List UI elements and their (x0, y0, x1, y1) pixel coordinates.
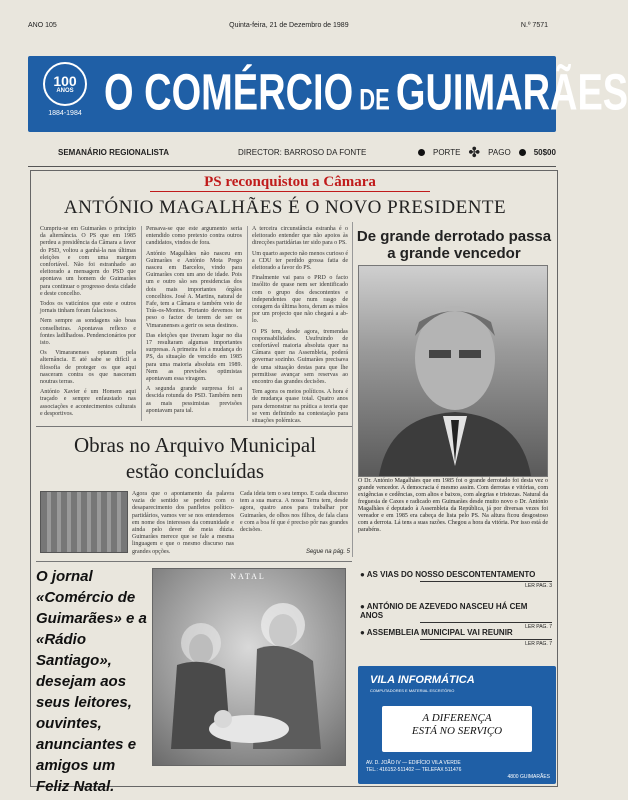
top-info-line (28, 22, 548, 29)
bullet-icon: ● (360, 602, 367, 611)
ad-brand: VILA INFORMÁTICA (370, 674, 475, 686)
section-rule (36, 426, 352, 427)
sidebox-headline: De grande derrotado passa a grande vencedor (356, 228, 552, 262)
archive-photo (40, 491, 128, 553)
centenary-seal (36, 60, 94, 128)
porte-label: PORTE (433, 147, 461, 157)
issue-date: Quinta-feira, 21 de Dezembro de 1989 (229, 22, 349, 29)
issue-number: N.º 7571 (520, 22, 548, 29)
semanario-label: SEMANÁRIO REGIONALISTA (58, 147, 169, 157)
pago-label: PAGO (488, 147, 511, 157)
christmas-greeting: O jornal «Comércio de Guimarães» e a «Rádio Santiago», desejam aos seus leitores, ouvintes, anunciantes e amigos um Feliz Natal. (36, 568, 147, 795)
portrait-photo (358, 265, 548, 477)
obras-column-1: Agora que o apontamento da palavra vazia de sentido se perdeu com o desaparecimento dos panfletos político-partidários, vamos ver se nos entendemos em nome dos interesses da comunidade e ainda pelo dever de meia dúzia. Guimarães merece que se fale a mesma linguagem e que o mesmo discurso nas grandes opções. (132, 491, 234, 555)
vila-informatica-ad (358, 666, 556, 784)
obras-headline: Obras no Arquivo Municipal estão concluídas (73, 433, 317, 483)
ad-slogan: A DIFERENÇA ESTÁ NO SERVIÇO (382, 706, 532, 752)
price-label: 50$00 (533, 147, 556, 157)
nativity-label: NATAL (230, 572, 266, 581)
column-divider (247, 226, 248, 421)
index-item[interactable]: ● ASSEMBLEIA MUNICIPAL VAI REUNIR LER PAG. 7 (360, 628, 552, 647)
seal-number: 100 (53, 73, 77, 89)
lead-headline: ANTÓNIO MAGALHÃES É O NOVO PRESIDENTE (63, 197, 507, 218)
nativity-image (152, 568, 346, 766)
section-divider (352, 222, 353, 557)
lead-column-1: Cumpriu-se em Guimarães o princípio da alternância. O PS que em 1985 perdeu a presidência da Câmara a favor do PSD, voltou a ganhá-la nas últimas eleições e com uma margem confortável. Não foi estranhado ao eleitorado a mensagem do PSD que apontava um homem de Guimarães para continuar o progresso desta cidade e deste concelho. Todos os vaticínios que este e outros jornais tinham foram falaciosos. Nem sempre as sondagens são boas conselheiras. Apontavas reflexo e fontes ladilhadoss. Pendencionários por isto. Os Vimaranenses optaram pela alternância. E até sabe se difícil a filosofia de proteger os que aqui nasceram contra os que nasceram noutras terras. António Xavier é um Homem aqui traçado e sempre enfaustado nas associações e acontecimentos culturais e desportivos. (40, 226, 136, 417)
section-rule (36, 561, 352, 562)
bullet-icon (519, 149, 526, 156)
seal-text: ANOS (56, 88, 74, 94)
bullet-icon (418, 149, 425, 156)
index-item[interactable]: ● AS VIAS DO NOSSO DESCONTENTAMENTO LER PAG. 3 (360, 570, 552, 589)
director-label: DIRECTOR: BARROSO DA FONTE (238, 147, 367, 157)
bullet-icon: ● (360, 570, 367, 579)
masthead-subbar (28, 138, 556, 167)
bullet-icon: ● (360, 628, 367, 637)
ad-brand-sub: COMPUTADORES E MATERIAL ESCRITÓRIO (370, 688, 455, 693)
column-divider (141, 226, 142, 421)
continued-on-page: Segue na pág. 5 (305, 549, 350, 555)
portrait-caption: O Dr. António Magalhães que em 1985 foi o grande derrotado foi desta vez o grande vencedor. A democracia é mesmo assim. Com derrotas e vitórias, com exigências e cedências, com altos e baixos, com alegrias e tristezas. Natural da freguesia de Caxes e radicado em Guimarães desde muito novo o Dr. António Magalhães é deputado à Assembleia da República, já por diversas vezes foi vereador e em 1985 era cabeça de lista pelo PS. Na altura ficou desgostoso com a derrota. Lá tens a suas razões. Chegou a hora da vitória. Por isso está de parabéns. (358, 478, 548, 533)
nativity-illustration (153, 569, 345, 765)
portrait-illustration (359, 266, 547, 476)
ad-address: AV. D. JOÃO IV — EDIFÍCIO VILA VERDE TEL.: 416152-511402 — TELEFAX 511476 4800 GUIMARÃES (366, 760, 550, 780)
postal-emblem-icon: ✤ (468, 143, 481, 160)
newspaper-title: O COMÉRCIO DE GUIMARÃES (104, 65, 628, 122)
lead-column-3: A terceira circunstância estranha é o eleitorado entender que não apoios às direcções partidárias ter sido para o PS. Um quarto aspecto não menos curioso é a CDU ter perdido grossa fatia de eleitorado a favor do PS. Finalmente vai para o PRD o facto insólito de quase nem ser identificado com o grupo dos descontentes e independentes que num rasgo de coragem da última hora, deram as mãos por um projecto que não chegará a ab-lo. O PS tem, desde agora, tremendas responsabilidades. Usufruindo de confortável maioria absoluta quer na Câmara quer na Assembleia, poderá governar sozinho. Guimarães precisava de uma situação destas para que lhe permitisse avançar sem reservas ao encontro das grandes decisões. Tem agora os meios políticos. A hora é de mudança quase total. Quatro anos para demonstrar na prática a teoria que se vem definindo na contestação para situações polémicas. (252, 226, 348, 425)
lead-kicker: PS reconquistou a Câmara (150, 174, 430, 192)
index-item[interactable]: ● ANTÓNIO DE AZEVEDO NASCEU HÁ CEM ANOS LER PAG. 7 (360, 602, 552, 630)
lead-column-2: Pensava-se que este argumento seria entendido como pretexto contra outros candidatos, vindos de fora. António Magalhães não nasceu em Guimarães e António Mota Prego nasceu em Barcelos, vindo para Guimarães com um ano de idade. Pois um e outro são ses presidencias dos dois mais importantes órgãos concelhios. José A. Martins, natural de Fafe, tem a Câmara e também veio de Trás-os-Montes. Portanto devemos ter peso o factor de terem de ser os Vimaranenses a gerir os seus destinos. Das eleições que tiveram lugar no dia 17 resultaram algumas importantes surpresas. A primeira foi a mudança do PS, da situação de vencido em 1985 para uma maioria absoluta em 1989. Nem as previsões optimistas apontavam essa viragem. A segunda grande surpresa foi a descida rotunda do PSD. Também nem as mais pessimistas previsões apontavam para tal. (146, 226, 242, 414)
obras-column-2: Cada ideia tem o seu tempo. E cada discurso tem a sua marca. A nossa Terra tem, desde agora, quatro anos para trabalhar por Guimarães, de olhos nos filhos, de fala clara e com a boa fé que é preciso pôr nas grandes decisões. (240, 491, 348, 534)
year-of-publication: ANO 105 (28, 22, 57, 29)
index-box (360, 562, 552, 662)
seal-years: 1884-1984 (48, 110, 82, 117)
